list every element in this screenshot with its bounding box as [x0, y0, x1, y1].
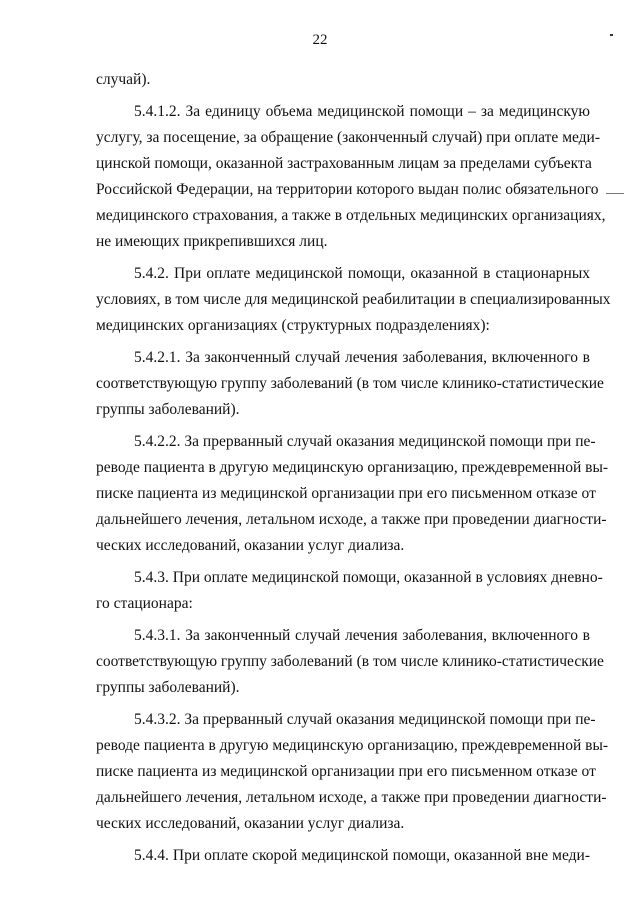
- text-line: медицинских организациях (структурных подразделениях):: [96, 317, 490, 334]
- text-line: цинской помощи, оказанной застрахованным лицам за пределами субъекта: [96, 155, 592, 172]
- document-body: [96, 67, 611, 869]
- paragraph-first-line: 5.4.1.2. За единицу объема медицинской помощи – за медицинскую: [134, 103, 590, 120]
- text-line: соответствующую группу заболеваний (в том числе клинико-статистические: [96, 653, 604, 670]
- paragraph-first-line: 5.4.4. При оплате скорой медицинской помощи, оказанной вне меди-: [134, 847, 590, 864]
- text-line: группы заболеваний).: [96, 401, 240, 418]
- text-line: писке пациента из медицинской организации при его письменном отказе от: [96, 485, 596, 502]
- paragraph-first-line: 5.4.3.2. За прерванный случай оказания медицинской помощи при пе-: [134, 711, 596, 728]
- text-line: дальнейшего лечения, летальном исходе, а также при проведении диагности-: [96, 511, 607, 528]
- text-line: го стационара:: [96, 595, 193, 612]
- paragraph-first-line: 5.4.2. При оплате медицинской помощи, оказанной в стационарных: [134, 265, 590, 282]
- scan-mark: [610, 34, 613, 36]
- text-line: ческих исследований, оказании услуг диализа.: [96, 815, 405, 832]
- paragraph-first-line: 5.4.3. При оплате медицинской помощи, оказанной в условиях дневно-: [134, 569, 603, 586]
- paragraph-first-line: 5.4.2.2. За прерванный случай оказания медицинской помощи при пе-: [134, 433, 596, 450]
- text-line: писке пациента из медицинской организации при его письменном отказе от: [96, 763, 596, 780]
- paragraph-first-line: 5.4.3.1. За законченный случай лечения заболевания, включенного в: [134, 627, 590, 644]
- text-line: медицинского страхования, а также в отдельных медицинских организациях,: [96, 207, 606, 224]
- text-line: ческих исследований, оказании услуг диализа.: [96, 537, 405, 554]
- text-line: услугу, за посещение, за обращение (законченный случай) при оплате меди-: [96, 129, 601, 146]
- text-line: условиях, в том числе для медицинской реабилитации в специализированных: [96, 291, 611, 308]
- text-line: соответствующую группу заболеваний (в том числе клинико-статистические: [96, 375, 604, 392]
- scan-mark: [606, 193, 624, 194]
- text-line: случай).: [96, 71, 151, 88]
- text-line: не имеющих прикрепившихся лиц.: [96, 233, 328, 250]
- text-line: группы заболеваний).: [96, 679, 240, 696]
- page-number: 22: [312, 32, 328, 48]
- text-line: дальнейшего лечения, летальном исходе, а также при проведении диагности-: [96, 789, 607, 806]
- text-line: реводе пациента в другую медицинскую организацию, преждевременной вы-: [96, 459, 609, 476]
- paragraph-first-line: 5.4.2.1. За законченный случай лечения заболевания, включенного в: [134, 349, 590, 366]
- text-line: Российской Федерации, на территории которого выдан полис обязательного: [96, 181, 599, 198]
- text-line: реводе пациента в другую медицинскую организацию, преждевременной вы-: [96, 737, 609, 754]
